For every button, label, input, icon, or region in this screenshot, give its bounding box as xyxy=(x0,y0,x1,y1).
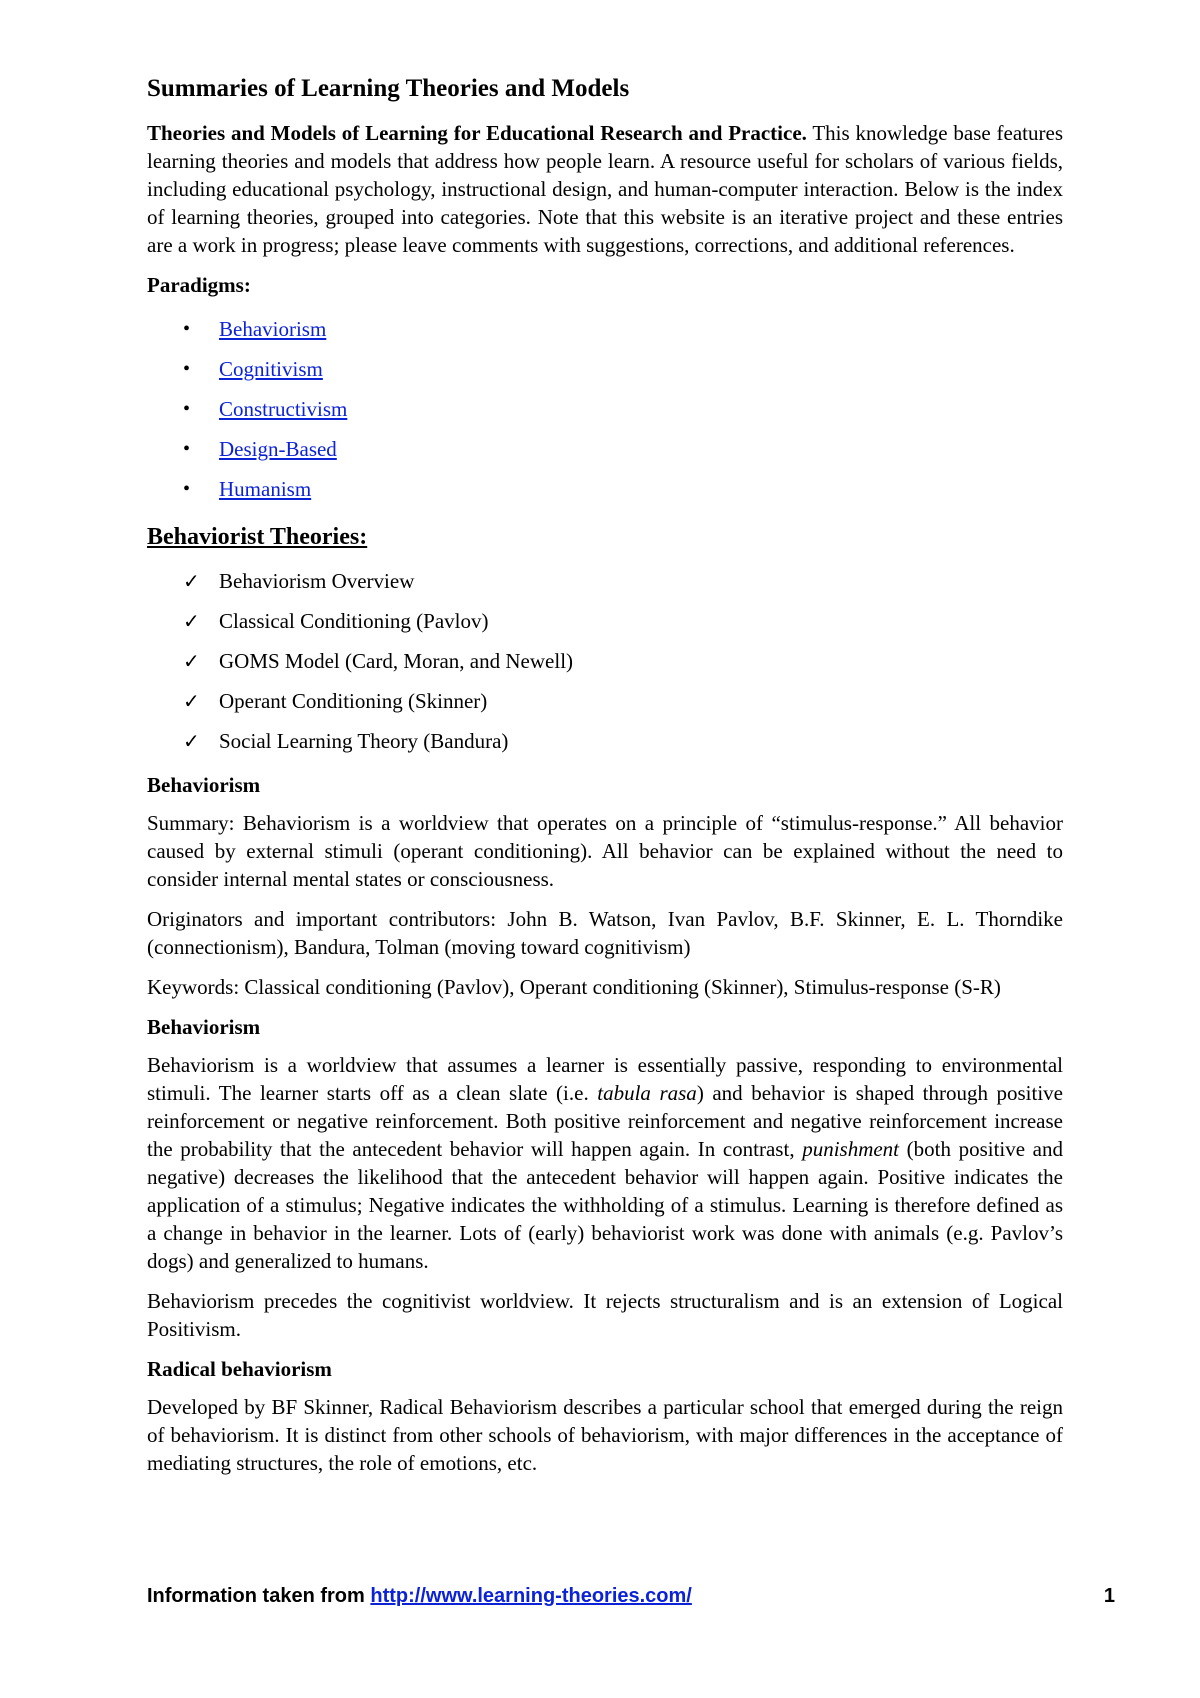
behaviorism-detail-paragraph xyxy=(147,1051,1063,1275)
paradigms-label: Paradigms: xyxy=(147,273,251,297)
list-item xyxy=(147,681,1063,721)
list-item xyxy=(147,429,1063,469)
footer-prefix: Information taken from xyxy=(147,1585,371,1607)
page-footer xyxy=(147,1582,1115,1610)
theory-item-label: Social Learning Theory (Bandura) xyxy=(219,729,509,753)
list-item xyxy=(147,601,1063,641)
behaviorism-summary-heading: Behaviorism xyxy=(147,773,261,797)
intro-bold-lead: Theories and Models of Learning for Educational Research and Practice. xyxy=(147,121,807,145)
list-item xyxy=(147,389,1063,429)
bullet-icon: • xyxy=(183,398,191,420)
page-title: Summaries of Learning Theories and Models xyxy=(147,75,630,102)
intro-paragraph xyxy=(147,119,1063,259)
intro-text: This knowledge base features learning theories and models that address how people learn. A resource useful for scholars of various fields, including educational psychology, instructional design, and human-computer interaction. Below is the index of learning theories, grouped into categories. Note that this website is an iterative project and these entries are a work in progress; please leave comments with suggestions, corrections, and additional references. xyxy=(147,121,1063,257)
bullet-icon: • xyxy=(183,318,191,340)
behaviorist-theories-heading: Behaviorist Theories: xyxy=(147,524,368,550)
bullet-icon: • xyxy=(183,478,191,500)
detail-text-part: ) and behavior is shaped through positive reinforcement or negative reinforcement. Both positive reinforcement and negative reinforcement increase the probability that the antecedent behavior will happen again. In contrast, xyxy=(147,1081,1063,1161)
list-item xyxy=(147,641,1063,681)
detail-italic-term: punishment xyxy=(802,1137,900,1161)
list-item xyxy=(147,469,1063,509)
radical-behaviorism-heading: Radical behaviorism xyxy=(147,1357,332,1381)
checkmark-icon: ✓ xyxy=(183,689,200,713)
behaviorist-theories-list xyxy=(147,561,1063,761)
paradigm-link-cognitivism[interactable]: Cognitivism xyxy=(219,357,323,381)
page-number: 1 xyxy=(1103,1585,1115,1607)
theory-item-label: GOMS Model (Card, Moran, and Newell) xyxy=(219,649,574,673)
checkmark-icon: ✓ xyxy=(183,569,200,593)
list-item xyxy=(147,349,1063,389)
theory-item-label: Classical Conditioning (Pavlov) xyxy=(219,609,489,633)
footer-source-link[interactable]: http://www.learning-theories.com/ xyxy=(370,1585,692,1607)
theory-item-label: Operant Conditioning (Skinner) xyxy=(219,689,488,713)
paradigm-link-humanism[interactable]: Humanism xyxy=(219,477,312,501)
list-item xyxy=(147,561,1063,601)
paradigm-link-constructivism[interactable]: Constructivism xyxy=(219,397,348,421)
behaviorism-keywords-text: Keywords: Classical conditioning (Pavlov), Operant conditioning (Skinner), Stimulus-response (S-R) xyxy=(147,975,1001,999)
detail-text-part: (both positive and negative) decreases the likelihood that the antecedent behavior will happen again. Positive indicates the application of a stimulus; Negative indicates the withholding of a stimulus. Learning is therefore defined as a change in behavior in the learner. Lots of (early) behaviorist work was done with animals (e.g. Pavlov’s dogs) and generalized to humans. xyxy=(147,1137,1063,1273)
paradigm-link-design-based[interactable]: Design-Based xyxy=(219,437,337,461)
behaviorism-precedes-paragraph: Behaviorism precedes the cognitivist worldview. It rejects structuralism and is an extension of Logical Positivism. xyxy=(147,1289,1063,1341)
behaviorism-originators-text: Originators and important contributors: John B. Watson, Ivan Pavlov, B.F. Skinner, E. L. Thorndike (connectionism), Bandura, Tolman (moving toward cognitivism) xyxy=(147,907,1063,959)
page-content xyxy=(147,72,1063,1489)
checkmark-icon: ✓ xyxy=(183,729,200,753)
bullet-icon: • xyxy=(183,438,191,460)
paradigms-list xyxy=(147,309,1063,509)
bullet-icon: • xyxy=(183,358,191,380)
behaviorism-summary-text: Summary: Behaviorism is a worldview that operates on a principle of “stimulus-response.” All behavior caused by external stimuli (operant conditioning). All behavior can be explained without the need to consider internal mental states or consciousness. xyxy=(147,811,1063,891)
list-item xyxy=(147,721,1063,761)
paradigm-link-behaviorism[interactable]: Behaviorism xyxy=(219,317,327,341)
checkmark-icon: ✓ xyxy=(183,649,200,673)
radical-behaviorism-text: Developed by BF Skinner, Radical Behaviorism describes a particular school that emerged during the reign of behaviorism. It is distinct from other schools of behaviorism, with major differences in the acceptance of mediating structures, the role of emotions, etc. xyxy=(147,1395,1063,1475)
list-item xyxy=(147,309,1063,349)
behaviorism-detail-heading: Behaviorism xyxy=(147,1015,261,1039)
detail-italic-term: tabula rasa xyxy=(597,1081,697,1105)
detail-text-part: Behaviorism is a worldview that assumes a learner is essentially passive, responding to environmental stimuli. The learner starts off as a clean slate (i.e. xyxy=(147,1053,1063,1105)
theory-item-label: Behaviorism Overview xyxy=(219,569,415,593)
checkmark-icon: ✓ xyxy=(183,609,200,633)
